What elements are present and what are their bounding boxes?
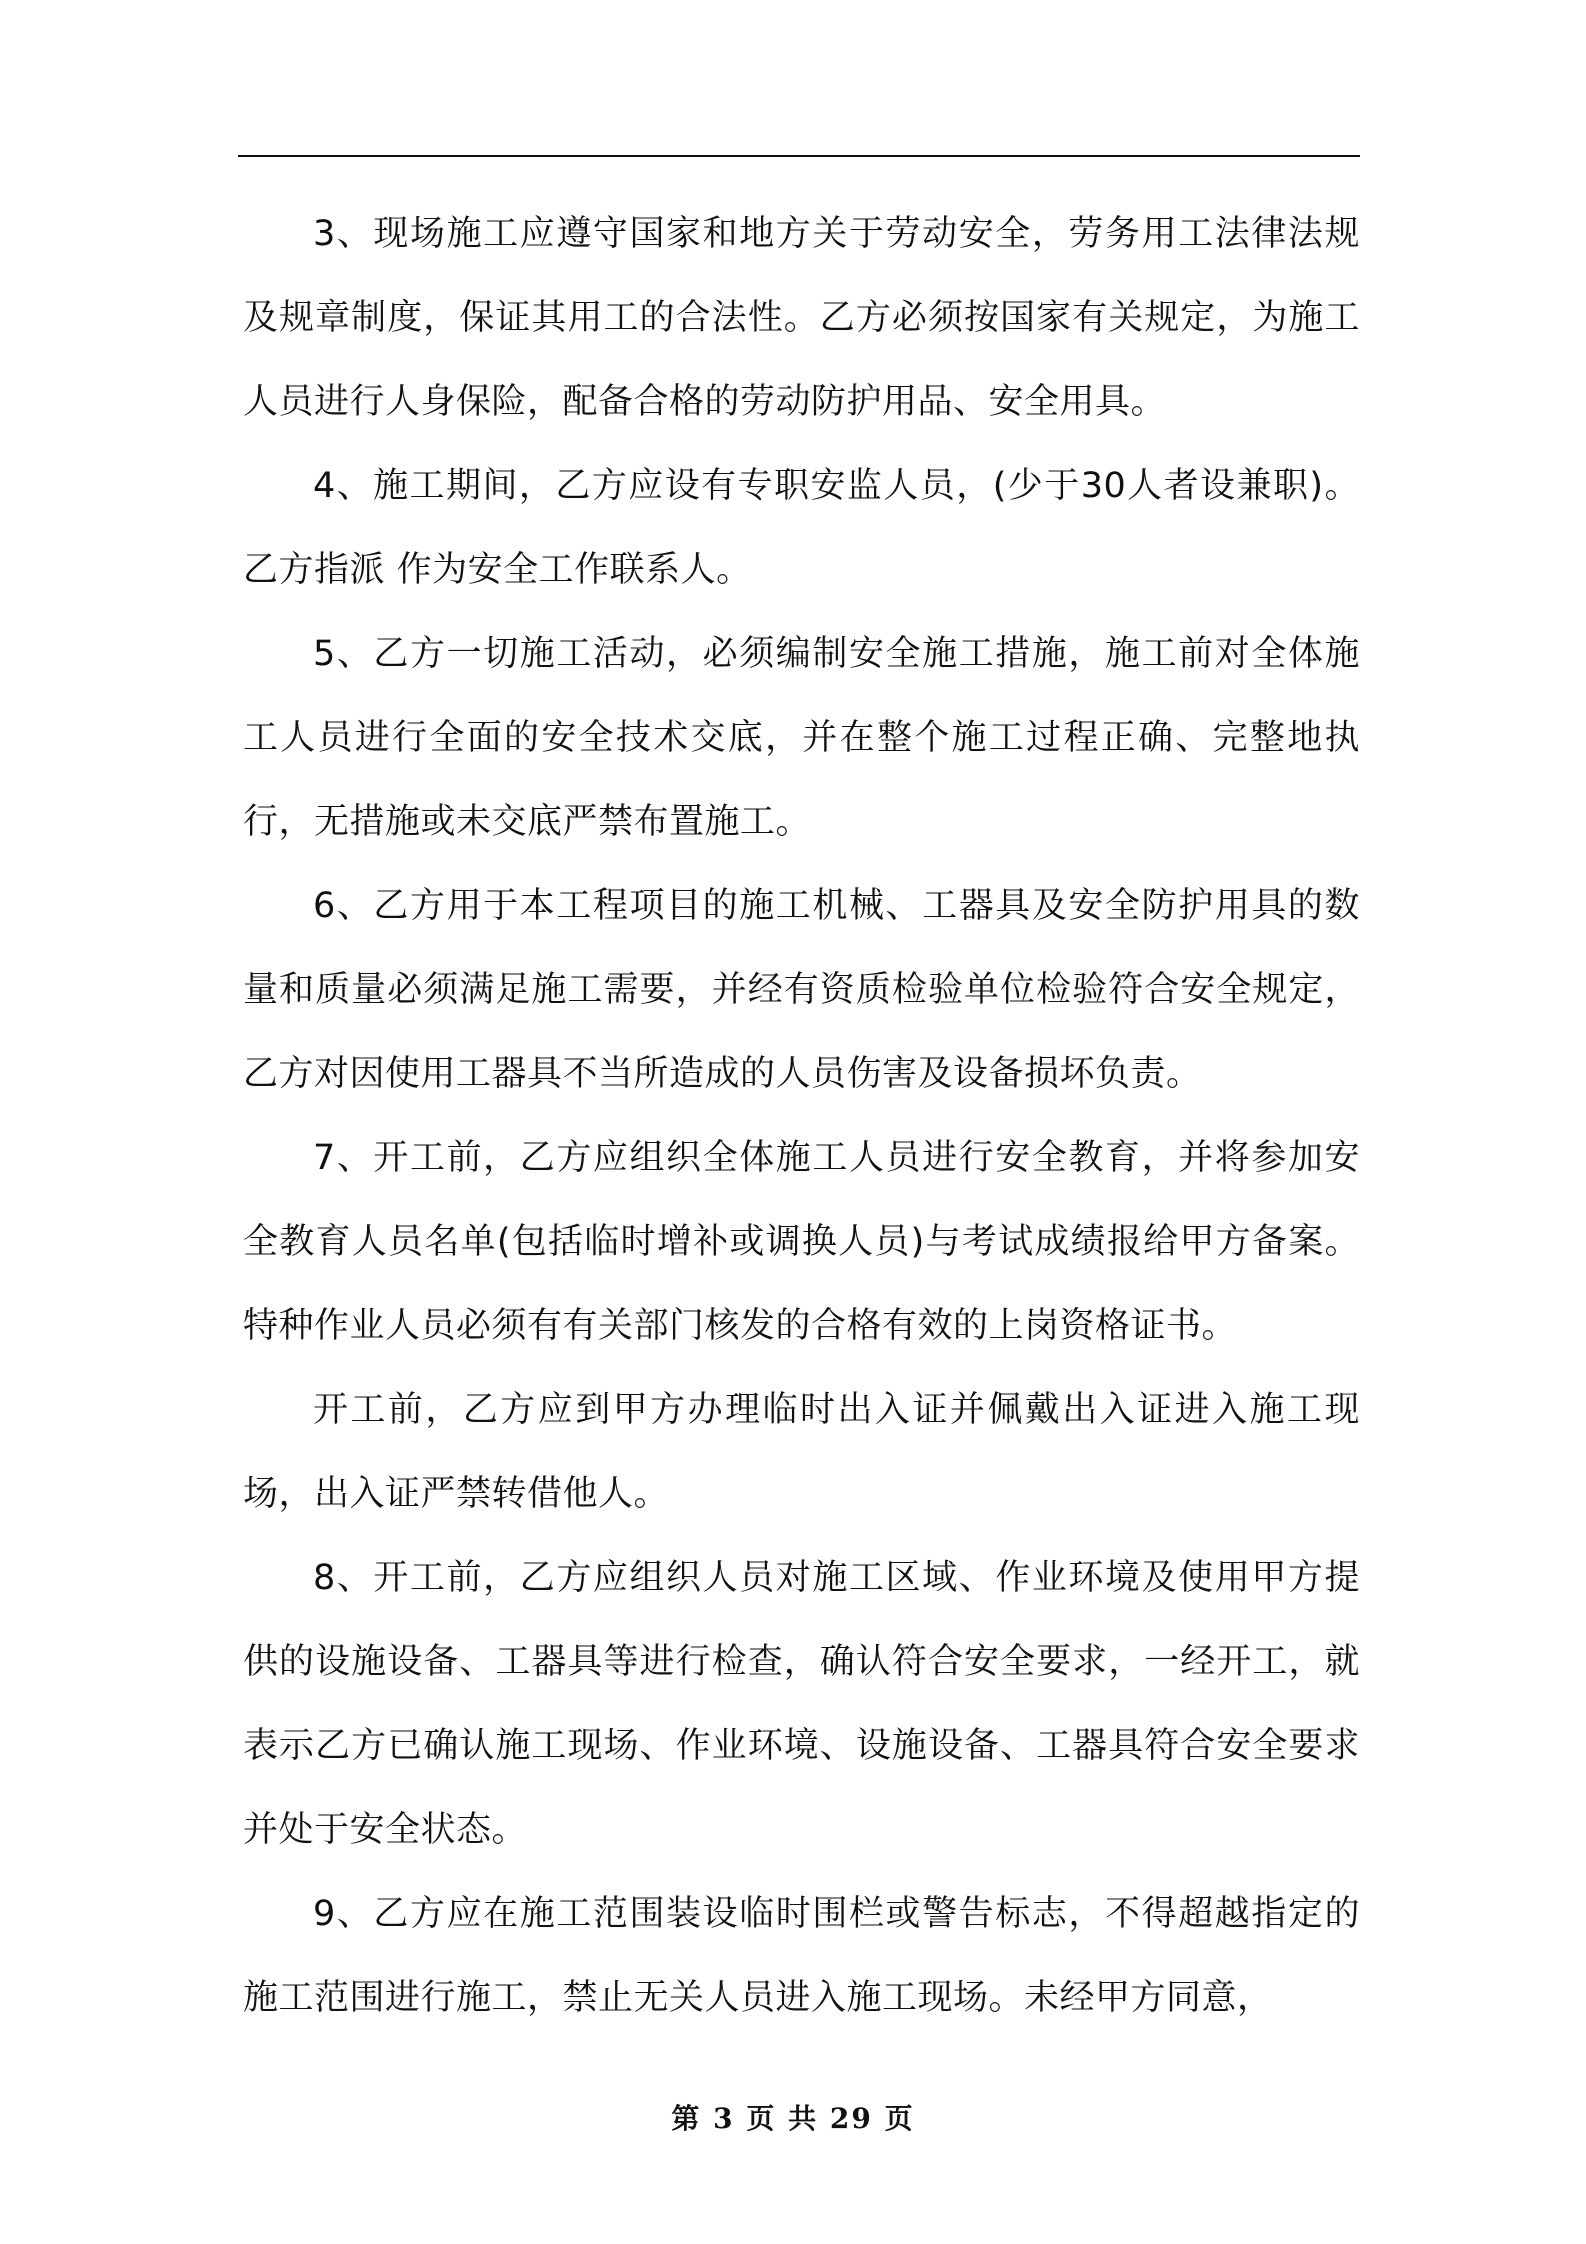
paragraph-4: 4、施工期间，乙方应设有专职安监人员，(少于30人者设兼职)。乙方指派 作为安全工作联系人。 (243, 466, 1360, 590)
page-number: 第 3 页 共 29 页 (671, 2102, 915, 2135)
header-rule (238, 155, 1360, 157)
document-body (243, 192, 1360, 2040)
paragraph-5: 5、乙方一切施工活动，必须编制安全施工措施，施工前对全体施工人员进行全面的安全技术交底，并在整个施工过程正确、完整地执行，无措施或未交底严禁布置施工。 (243, 634, 1360, 842)
paragraph-6: 6、乙方用于本工程项目的施工机械、工器具及安全防护用具的数量和质量必须满足施工需要，并经有资质检验单位检验符合安全规定，乙方对因使用工器具不当所造成的人员伤害及设备损坏负责。 (243, 886, 1360, 1094)
paragraph-9: 9、乙方应在施工范围装设临时围栏或警告标志，不得超越指定的施工范围进行施工，禁止无关人员进入施工现场。未经甲方同意， (243, 1894, 1360, 2018)
paragraph-7: 7、开工前，乙方应组织全体施工人员进行安全教育，并将参加安全教育人员名单(包括临时增补或调换人员)与考试成绩报给甲方备案。特种作业人员必须有有关部门核发的合格有效的上岗资格证书。 (243, 1138, 1360, 1346)
paragraph-8: 8、开工前，乙方应组织人员对施工区域、作业环境及使用甲方提供的设施设备、工器具等进行检查，确认符合安全要求，一经开工，就表示乙方已确认施工现场、作业环境、设施设备、工器具符合安全要求并处于安全状态。 (243, 1558, 1360, 1850)
paragraph-7-continued: 开工前，乙方应到甲方办理临时出入证并佩戴出入证进入施工现场，出入证严禁转借他人。 (243, 1390, 1360, 1514)
paragraph-3: 3、现场施工应遵守国家和地方关于劳动安全，劳务用工法律法规及规章制度，保证其用工的合法性。乙方必须按国家有关规定，为施工人员进行人身保险，配备合格的劳动防护用品、安全用具。 (243, 214, 1360, 422)
